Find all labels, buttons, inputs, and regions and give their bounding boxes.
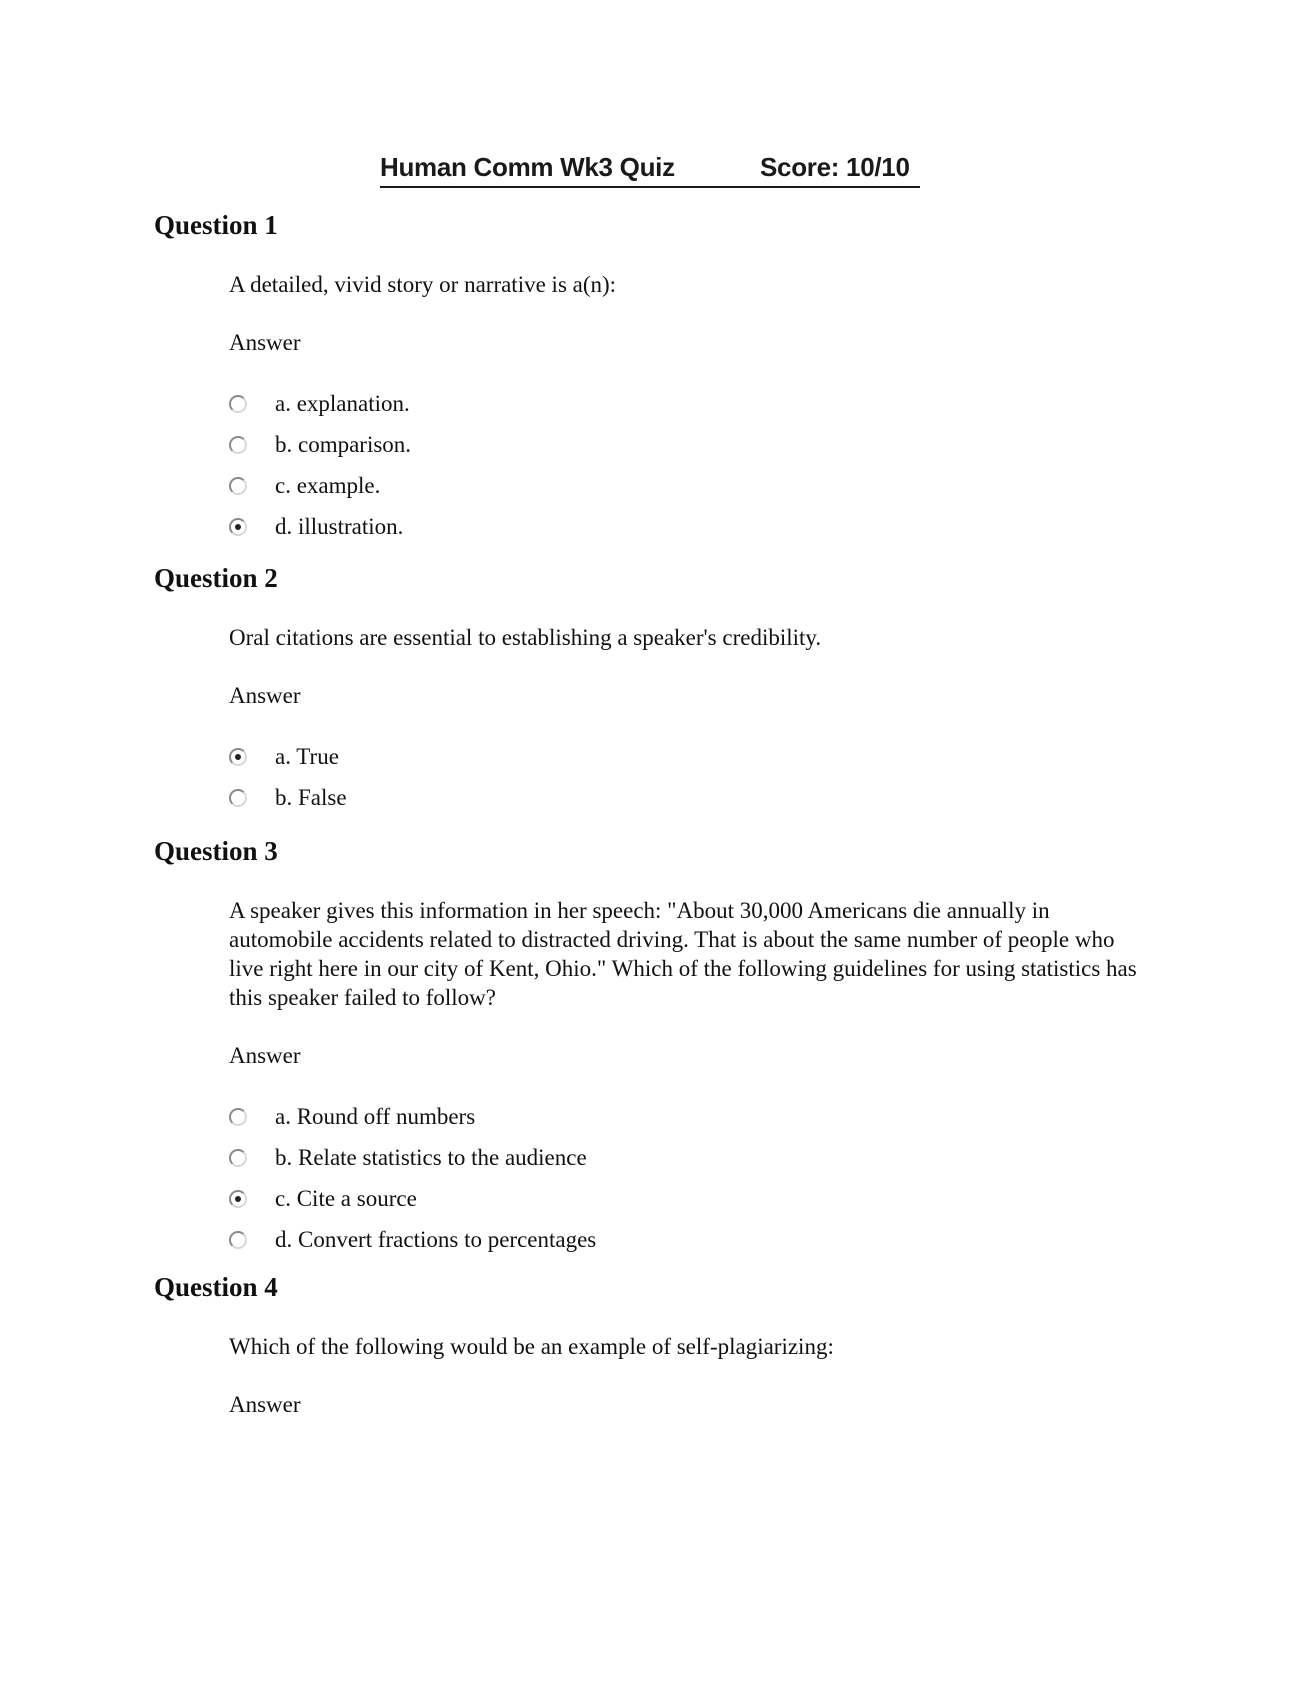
question-text: Which of the following would be an example of self-plagiarizing: (229, 1334, 834, 1359)
answer-option-b[interactable] (229, 424, 1154, 465)
option-label: d. illustration. (275, 513, 404, 539)
radio-button[interactable] (229, 477, 247, 495)
option-label: c. example. (275, 472, 381, 498)
radio-button-selected[interactable] (229, 518, 247, 536)
quiz-score: Score: 10/10 (760, 152, 910, 182)
answer-option-c[interactable] (229, 1178, 1154, 1219)
answer-option-d[interactable] (229, 506, 1154, 547)
option-label: a. explanation. (275, 390, 410, 416)
answer-option-c[interactable] (229, 465, 1154, 506)
question-3 (154, 836, 1154, 1260)
answer-option-b[interactable] (229, 777, 1154, 818)
answer-option-a[interactable] (229, 736, 1154, 777)
question-label: Question 2 (154, 563, 278, 593)
answer-options (229, 736, 1154, 818)
radio-button-selected[interactable] (229, 1190, 247, 1208)
answer-label: Answer (229, 1043, 301, 1068)
option-label: a. True (275, 743, 339, 769)
question-2 (154, 563, 1154, 818)
answer-option-d[interactable] (229, 1219, 1154, 1260)
question-1 (154, 210, 1154, 547)
radio-button[interactable] (229, 1149, 247, 1167)
radio-button[interactable] (229, 436, 247, 454)
option-label: d. Convert fractions to percentages (275, 1226, 597, 1252)
answer-options (229, 383, 1154, 547)
answer-option-a[interactable] (229, 383, 1154, 424)
quiz-header (380, 152, 920, 188)
option-label: a. Round off numbers (275, 1103, 476, 1129)
question-label: Question 1 (154, 210, 278, 240)
answer-label: Answer (229, 683, 301, 708)
question-label: Question 3 (154, 836, 278, 866)
option-label: b. comparison. (275, 431, 412, 457)
option-label: b. False (275, 784, 347, 810)
radio-button[interactable] (229, 1231, 247, 1249)
answer-option-a[interactable] (229, 1096, 1154, 1137)
radio-button[interactable] (229, 395, 247, 413)
question-4 (154, 1272, 1154, 1419)
option-label: c. Cite a source (275, 1185, 417, 1211)
radio-button[interactable] (229, 1108, 247, 1126)
answer-options (229, 1096, 1154, 1260)
question-text: Oral citations are essential to establishing a speaker's credibility. (229, 625, 822, 650)
option-label: b. Relate statistics to the audience (275, 1144, 587, 1170)
question-label: Question 4 (154, 1272, 278, 1302)
question-text: A detailed, vivid story or narrative is a(n): (229, 272, 617, 297)
answer-label: Answer (229, 330, 301, 355)
question-text: A speaker gives this information in her speech: "About 30,000 Americans die annually in automobile accidents related to distracted driving. That is about the same number of people who live right here in our city of Kent, Ohio." Which of the following guidelines for using statistics has this speaker failed to follow? (229, 898, 1137, 1010)
radio-button[interactable] (229, 789, 247, 807)
radio-button-selected[interactable] (229, 748, 247, 766)
quiz-title: Human Comm Wk3 Quiz (380, 152, 675, 182)
answer-option-b[interactable] (229, 1137, 1154, 1178)
answer-label: Answer (229, 1392, 301, 1417)
